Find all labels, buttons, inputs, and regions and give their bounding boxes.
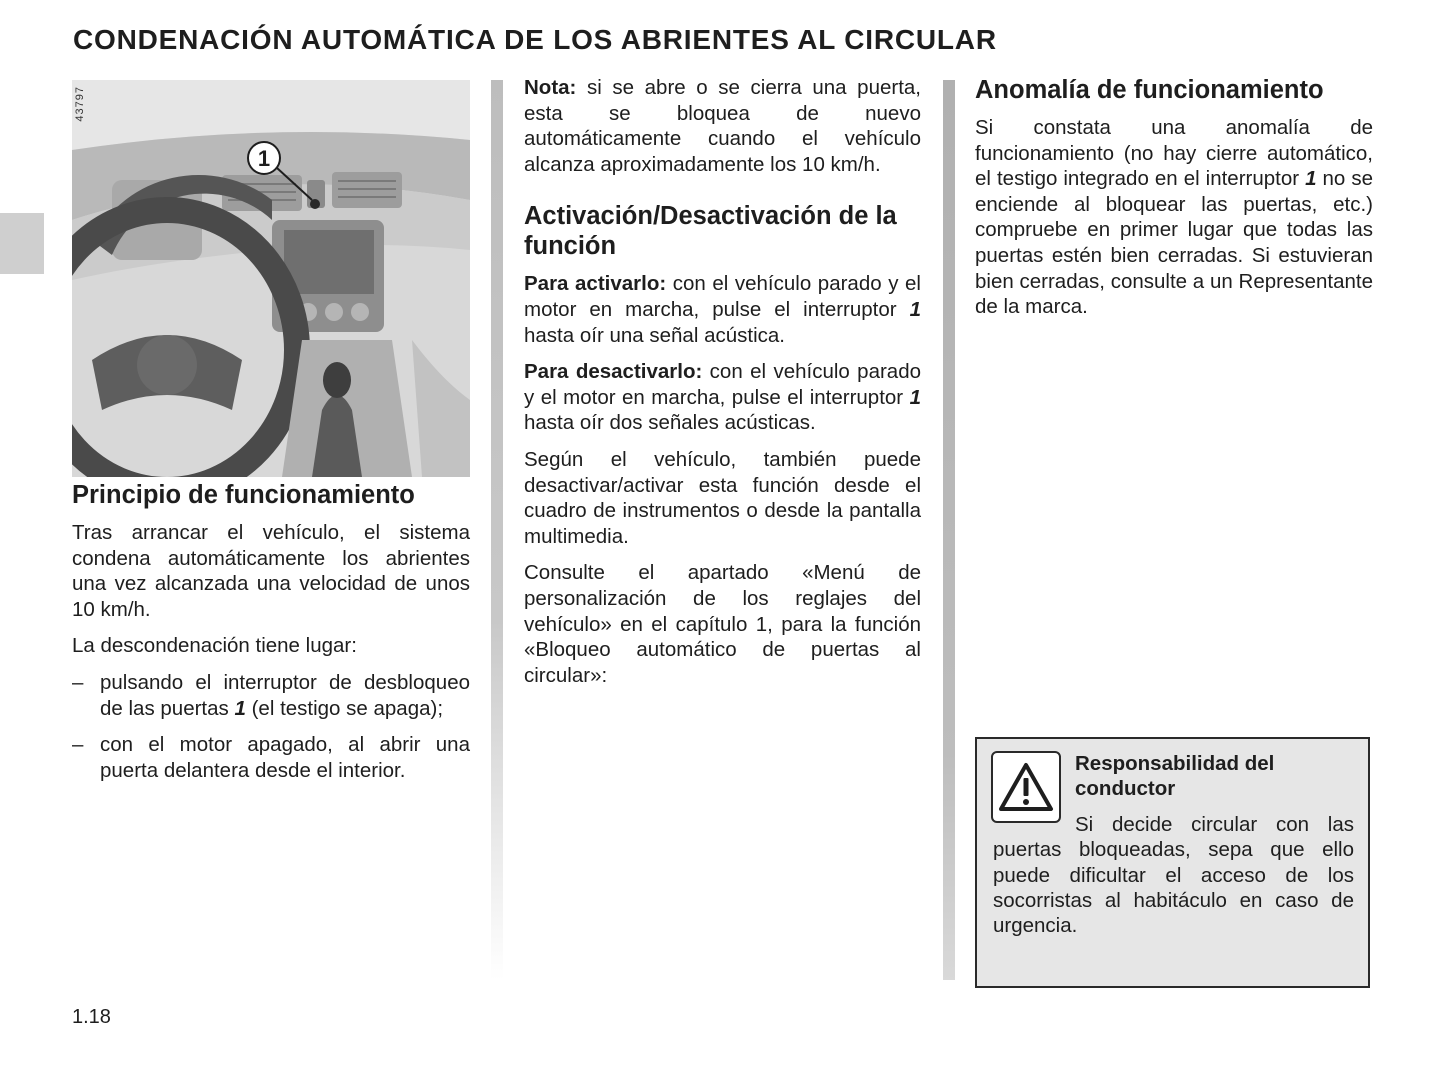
dash-marker: –: [72, 733, 84, 757]
paragraph-deactivate: Para desactivarlo: con el vehículo parado y el motor en marcha, pulse el interruptor 1 hasta oír dos señales acústicas.: [524, 360, 922, 435]
dashboard-illustration: [72, 80, 470, 477]
warning-text: Si decide circular con las puertas bloqueadas, sepa que ello puede dificultar el acceso de los socorristas al habitáculo en caso de urgencia.: [993, 812, 1354, 938]
column-principio: [72, 480, 470, 794]
column-divider: [943, 80, 955, 980]
warning-triangle-icon: [991, 751, 1061, 823]
list-item-text: con el motor apagado, al abrir una puerta delantera desde el interior.: [100, 733, 470, 782]
switch-ref: 1: [909, 385, 921, 409]
list-item-text: pulsando el interruptor de desbloqueo de las puertas 1 (el testigo se apaga);: [100, 670, 470, 720]
paragraph: Tras arrancar el vehículo, el sistema condena automáticamente los abrientes una vez alcanzada una velocidad de unos 10 km/h.: [72, 521, 470, 621]
note-paragraph: Nota: si se abre o se cierra una puerta, esta se bloquea de nuevo automáticamente cuando el vehículo alcanza aproximadamente los 10 km/h.: [524, 76, 921, 176]
switch-ref: 1: [909, 297, 921, 321]
column-activacion: [524, 75, 921, 699]
paragraph: Si constata una anomalía de funcionamiento (no hay cierre automático, el testigo integrado en el interruptor 1 no se enciende al bloquear las puertas, etc.) compruebe en primer lugar que todas las puertas estén bien cerradas. Si estuvieran bien cerradas, consulte a un Representante de la marca.: [975, 116, 1373, 319]
page-number: 1.18: [72, 1006, 111, 1028]
column-divider: [491, 80, 503, 980]
dash-marker: –: [72, 670, 84, 694]
list-item: [72, 732, 470, 783]
warning-title: Responsabilidad del conductor: [1075, 752, 1275, 801]
paragraph: La descondenación tiene lugar:: [72, 634, 357, 658]
paragraph-activate: Para activarlo: con el vehículo parado y el motor en marcha, pulse el interruptor 1 hasta oír una señal acústica.: [524, 272, 921, 347]
heading-activacion: Activación/Desactivación de la función: [524, 202, 897, 261]
list-item: [72, 670, 470, 721]
figure-reference-number: 43797: [74, 86, 86, 122]
switch-ref: 1: [1305, 167, 1317, 191]
dashboard-drawing: [72, 80, 470, 477]
page-title: CONDENACIÓN AUTOMÁTICA DE LOS ABRIENTES AL CIRCULAR: [73, 24, 997, 55]
note-label: Nota:: [524, 76, 577, 99]
paragraph: Según el vehículo, también puede desactivar/activar esta función desde el cuadro de instrumentos o desde la pantalla multimedia.: [524, 447, 921, 548]
heading-principio: Principio de funcionamiento: [72, 481, 415, 509]
callout-label: 1: [257, 146, 271, 171]
switch-ref: 1: [234, 696, 246, 720]
column-anomalia: [975, 75, 1373, 331]
warning-box: [975, 737, 1370, 988]
paragraph: Consulte el apartado «Menú de personalización de los reglajes del vehículo» en el capítulo 1, para la función «Bloqueo automático de puertas al circular»:: [524, 561, 921, 687]
chapter-tab: [0, 213, 44, 274]
heading-anomalia: Anomalía de funcionamiento: [975, 76, 1324, 104]
